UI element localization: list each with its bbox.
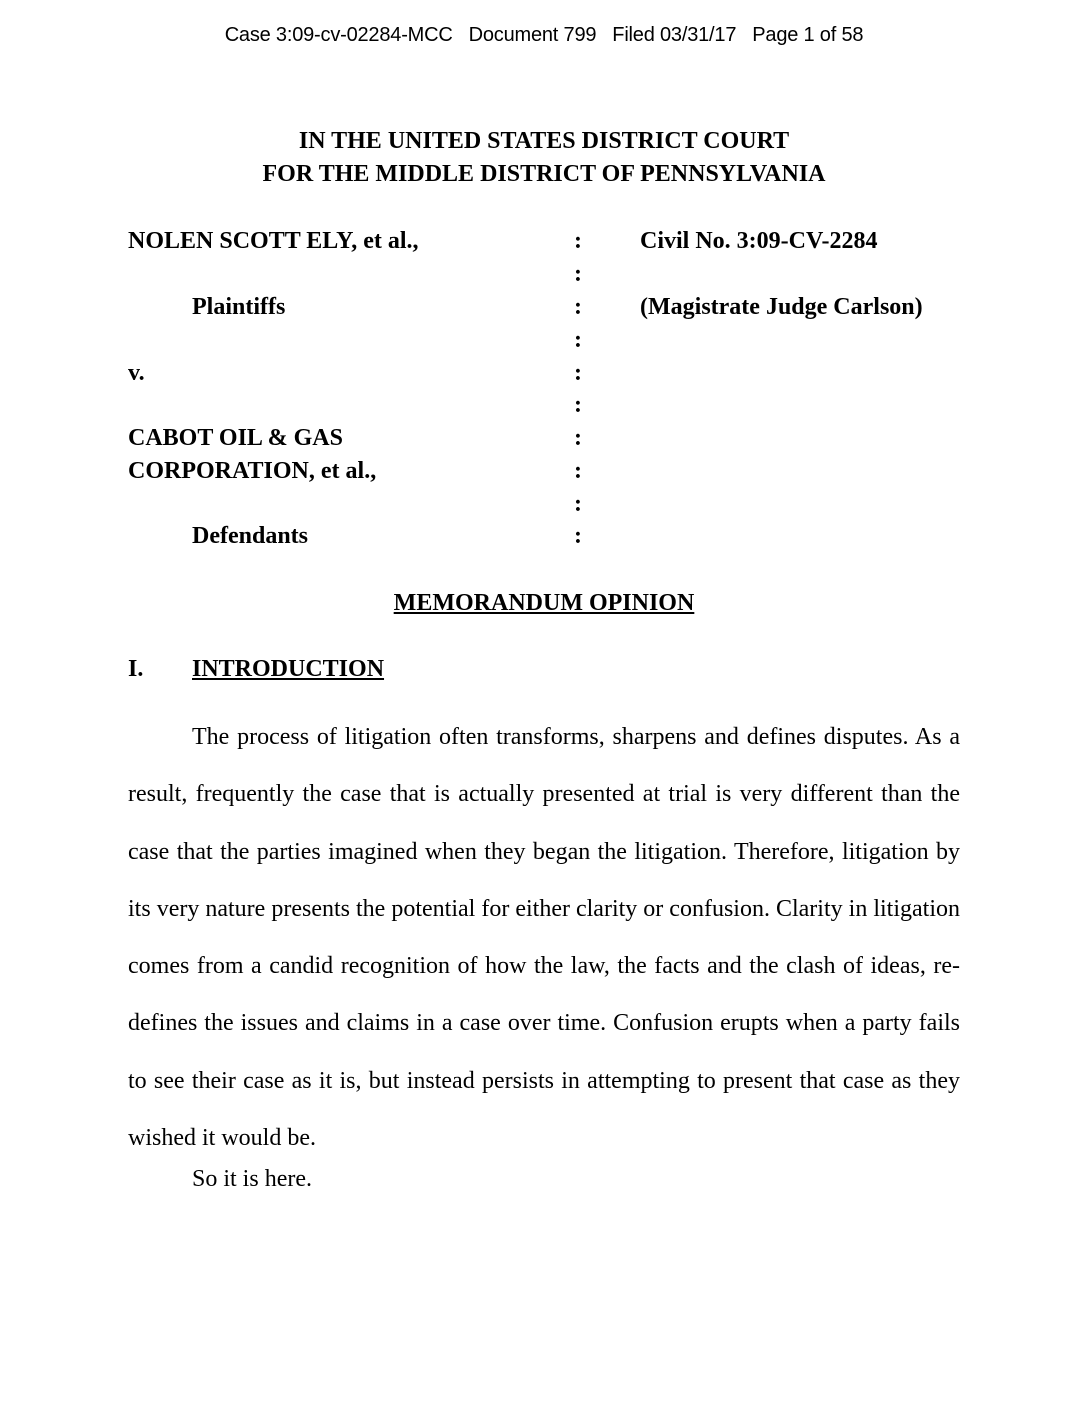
caption-defendant-line-1: CABOT OIL & GAS xyxy=(128,425,343,451)
court-name-line-1: IN THE UNITED STATES DISTRICT COURT xyxy=(298,128,790,154)
caption-separator: : xyxy=(574,327,582,353)
header-document-number: Document 799 xyxy=(468,24,597,46)
caption-separator: : xyxy=(574,294,582,320)
caption-civil-number: Civil No. 3:09-CV-2284 xyxy=(640,228,878,254)
caption-separator: : xyxy=(574,523,582,549)
caption-versus: v. xyxy=(128,360,145,386)
caption-separator: : xyxy=(574,228,582,254)
header-case-number: Case 3:09-cv-02284-MCC xyxy=(224,24,453,46)
caption-judge: (Magistrate Judge Carlson) xyxy=(640,294,923,320)
caption-plaintiff-name: NOLEN SCOTT ELY, et al., xyxy=(128,228,419,254)
caption-separator: : xyxy=(574,261,582,287)
section-number: I. xyxy=(128,656,144,682)
caption-separator: : xyxy=(574,458,582,484)
body-paragraph-1: The process of litigation often transforms, sharpens and defines disputes. As a result, frequently the case that is actually presented at trial is very different than the case that the parties imagined when they began the litigation. Therefore, litigation by its very nature presents the potential for either clarity or confusion. Clarity in litigation comes from a candid recognition of how the law, the facts and the clash of ideas, re-defines the issues and claims in a case over time. Confusion erupts when a party fails to see their case as it is, but instead persists in attempting to present that case as they wished it would be. xyxy=(128,724,960,1152)
caption-plaintiffs-label: Plaintiffs xyxy=(192,294,286,320)
caption-separator: : xyxy=(574,392,582,418)
body-paragraph-2: So it is here. xyxy=(192,1166,312,1192)
court-name-line-2: FOR THE MIDDLE DISTRICT OF PENNSYLVANIA xyxy=(262,161,826,187)
caption-separator: : xyxy=(574,360,582,386)
filing-header xyxy=(0,24,1088,47)
caption-defendants-label: Defendants xyxy=(192,523,309,549)
document-title: MEMORANDUM OPINION xyxy=(393,590,695,616)
header-page-number: Page 1 of 58 xyxy=(752,24,864,46)
header-filed-date: Filed 03/31/17 xyxy=(612,24,737,46)
section-heading: INTRODUCTION xyxy=(192,656,385,682)
caption-separator: : xyxy=(574,491,582,517)
caption-defendant-line-2: CORPORATION, et al., xyxy=(128,458,377,484)
caption-separator: : xyxy=(574,425,582,451)
